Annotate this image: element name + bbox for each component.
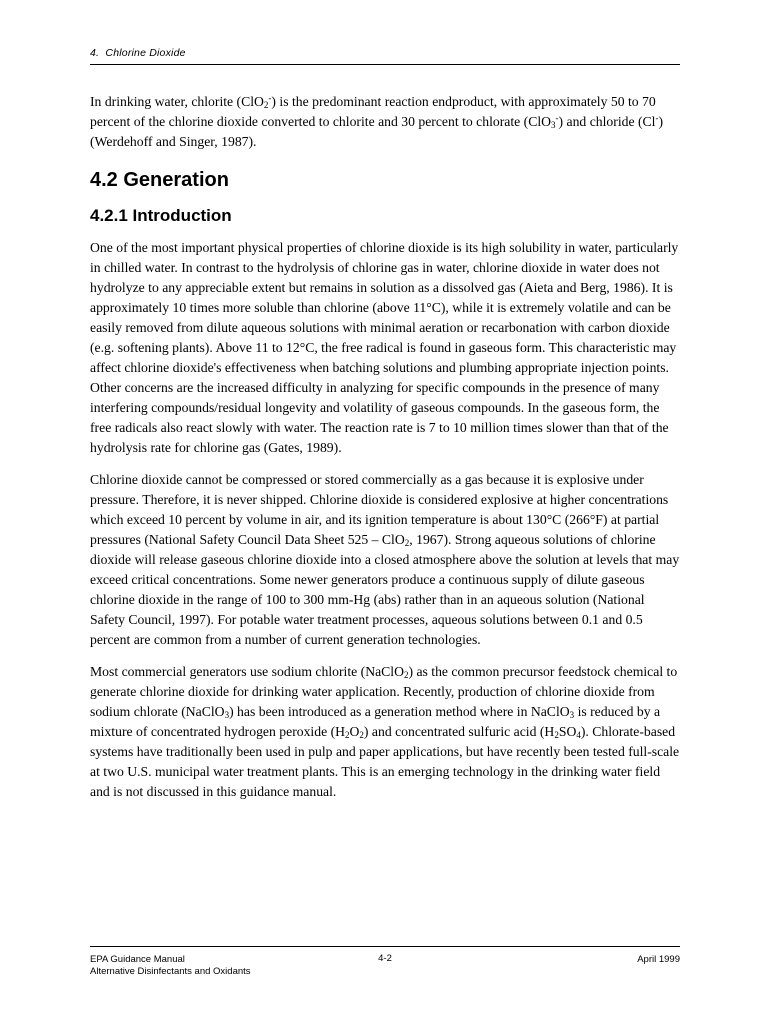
paragraph-solubility: One of the most important physical properties of chlorine dioxide is its high solubility in water, particularly in chilled water. In contrast to the hydrolysis of chlorine gas in water, chlorine dioxide in water does not hydrolyze to any appreciable extent but remains in solution as a dissolved gas (Aieta and Berg, 1986). It is approximately 10 times more soluble than chlorine (above 11°C), while it is extremely volatile and can be easily removed from dilute aqueous solutions with minimal aeration or recarbonation with carbon dioxide (e.g. softening plants). Above 11 to 12°C, the free radical is found in gaseous form. This characteristic may affect chlorine dioxide's effectiveness when batching solutions and plumbing appropriate injection points. Other concerns are the increased difficulty in analyzing for specific compounds in the presence of many interfering compounds/residual longevity and volatility of gaseous compounds. In the gaseous form, the free radicals also react slowly with water. The reaction rate is 7 to 10 million times slower than that of the hydrolysis rate for chlorine gas (Gates, 1989). <box>90 240 679 455</box>
text-run: ). Chlorate-based systems have traditionally been used in pulp and paper applications, but have recently been tested full-scale at two U.S. municipal water treatment plants. This is an emerging technology in the drinking water field and is not discussed in this guidance manual. <box>90 724 680 799</box>
text-run: is reduced by a mixture of concentrated hydrogen peroxide (H <box>90 704 661 739</box>
text-run: ) and chloride (Cl <box>558 114 656 129</box>
text-run: O <box>349 724 360 739</box>
text-run: SO <box>558 724 577 739</box>
text-run: ) and concentrated sulfuric acid (H <box>363 724 555 739</box>
text-run: , 1967). Strong aqueous solutions of chlorine dioxide will release gaseous chlorine dioxide into a closed atmosphere above the solution at levels that may exceed critical concentrations. Some newer generators produce a continuous supply of dilute gaseous chlorine dioxide in the range of 100 to 300 mm-Hg (abs) rather than in an aqueous solution (National Safety Council, 1997). For potable water treatment processes, aqueous solutions between 0.1 and 0.5 percent are common from a number of current generation technologies. <box>90 532 680 647</box>
running-header <box>90 46 680 65</box>
superscript: - <box>268 93 272 103</box>
subscript: 2 <box>404 538 410 548</box>
text-run: ) (Werdehoff and Singer, 1987). <box>90 114 664 149</box>
text-run: Chlorine dioxide cannot be compressed or stored commercially as a gas because it is explosive under pressure. Therefore, it is never shipped. Chlorine dioxide is considered explosive at higher concentrations which exceed 10 percent by volume in air, and its ignition temperature is about 130°C (266°F) at partial pressures (National Safety Council Data Sheet 525 – ClO <box>90 472 669 547</box>
subscript: 4 <box>576 730 581 740</box>
paragraph-storage <box>90 470 682 650</box>
superscript: - <box>655 113 659 123</box>
subscript: 2 <box>403 670 409 680</box>
footer-date: April 1999 <box>637 954 680 965</box>
text-run: ) as the common precursor feedstock chemical to generate chlorine dioxide for drinking water application. Recently, production of chlorine dioxide from sodium chlorate (NaClO <box>90 664 678 719</box>
text-run: ) has been introduced as a generation method where in NaClO <box>229 704 570 719</box>
subscript: 2 <box>554 730 559 740</box>
subscript: 2 <box>359 730 364 740</box>
subsection-heading-introduction: 4.2.1 Introduction <box>90 206 232 225</box>
header-section-number: 4. <box>90 47 100 59</box>
subscript: 3 <box>224 710 230 720</box>
page-body <box>90 92 682 814</box>
header-section-title: Chlorine Dioxide <box>105 47 186 59</box>
subscript: 2 <box>345 730 350 740</box>
subscript: 2 <box>263 100 269 110</box>
footer-line-1: EPA Guidance Manual <box>90 954 185 965</box>
text-run: Most commercial generators use sodium chlorite (NaClO <box>90 664 404 679</box>
section-heading-generation: 4.2 Generation <box>90 169 229 191</box>
paragraph-generators <box>90 662 682 802</box>
text-run: ) is the predominant reaction endproduct, with approximately 50 to 70 percent of the chlorine dioxide converted to chlorite and 30 percent to chlorate (ClO <box>90 94 656 129</box>
superscript: - <box>555 113 559 123</box>
page-number: 4-2 <box>378 953 392 964</box>
text-run: In drinking water, chlorite (ClO <box>90 94 264 109</box>
footer-line-2: Alternative Disinfectants and Oxidants <box>90 966 251 977</box>
page-footer <box>90 946 680 987</box>
subscript: 3 <box>551 120 556 130</box>
subscript: 3 <box>569 710 575 720</box>
intro-paragraph <box>90 92 682 152</box>
